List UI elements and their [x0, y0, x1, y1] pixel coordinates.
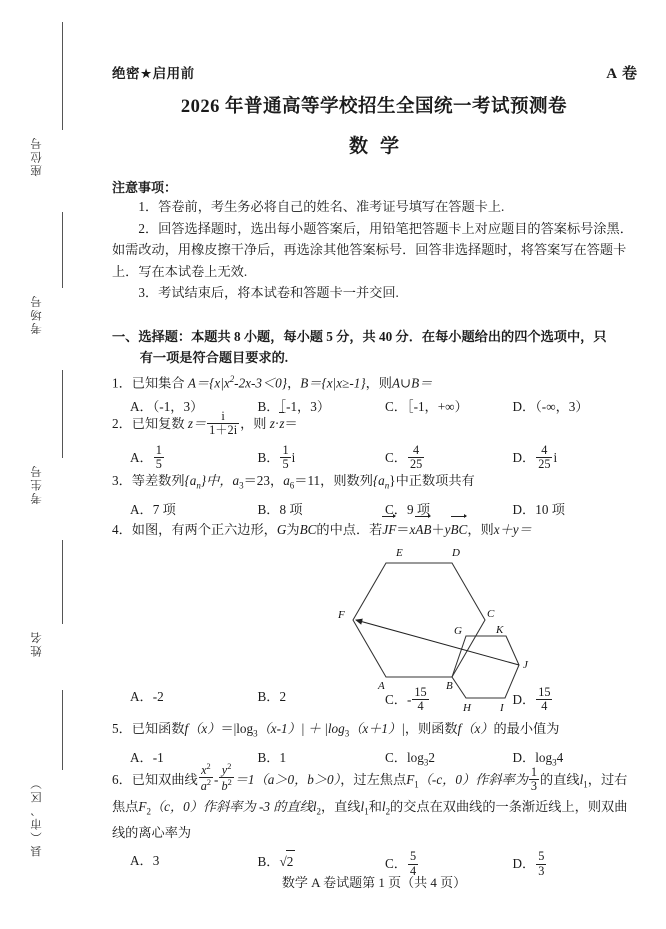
question-6 [112, 762, 640, 878]
vector-BC: BC [451, 518, 468, 541]
option-c[interactable]: C．$\log_32$ [385, 749, 435, 768]
option-d[interactable]: D． $\frac{5}{3}$ [512, 849, 545, 878]
paper-code: A 卷 [606, 66, 638, 82]
option-c[interactable]: C．- $\frac{15}{4}$ [385, 685, 427, 714]
option-d[interactable]: D． $\frac{15}{4}$ [512, 685, 551, 714]
question-2-options [112, 444, 640, 472]
section-heading-line1: 一、选择题：本题共 8 小题，每小题 5 分，共 40 分．在每小题给出的四个选项中，只 [112, 329, 607, 344]
notice-body [112, 196, 638, 304]
margin-rule [62, 690, 63, 770]
question-1-stem: 1．已知集合 $A=\{x|x^2-2x-3<0\}$，B＝{x|x≥-1}，则A∪B＝ [112, 374, 433, 391]
question-2-stem: 2．已知复数 z＝ $\frac{i}{1+2i}$ ，则 z·z＝ [112, 409, 298, 438]
page-title: 2026 年普通高等学校招生全国统一考试预测卷 [180, 97, 568, 117]
question-6-stem: 6．已知双曲线 $\frac{x^2}{a^2}$ - $\frac{y^2}{b^2}$ ＝1（a＞0，b＞0），过左焦点$F_1(-c$，0）作斜率为 $\frac{1}{3}$ 的直线$l_1$，过右焦点$F_2(c$，0）作斜率为 -3 的直线$l_2$，直线$l_1$和$l_2$的交点在双曲线的一条渐近线上，则双曲线的离心率为 [112, 762, 628, 841]
secrecy-notice: 绝密★启用前 [112, 66, 195, 81]
label-J: J [523, 659, 528, 671]
option-b[interactable]: B． $\frac{1}{5}$ i [257, 442, 296, 471]
section-heading [112, 326, 640, 368]
fraction-x2-a2: $\frac{x^2}{a^2}$ [200, 762, 212, 794]
notice-item-2: 2．回答选择题时，选出每小题答案后，用铅笔把答题卡上对应题目的答案标号涂黑．如需改动，用橡皮擦干净后，再选涂其他答案标号．回答非选择题时，将答案写在答题卡上．写在本试卷上无效. [112, 220, 633, 279]
conjugate-z: z [279, 413, 284, 435]
label-G: G [454, 625, 462, 637]
margin-label-student: 考生号 [31, 464, 43, 505]
option-b[interactable]: B．8 项 [257, 501, 303, 517]
option-a[interactable]: A．-2 [130, 689, 164, 704]
option-b[interactable]: B．2 [257, 689, 287, 704]
page-footer: 数学 A 卷试题第 1 页（共 4 页） [281, 875, 467, 890]
exam-page [104, 0, 644, 929]
label-B: B [446, 680, 453, 692]
fraction-slope: $\frac{1}{3}$ [530, 765, 538, 794]
vector-JF: JF [382, 518, 396, 541]
margin-rule [62, 370, 63, 458]
exam-margin-strip [0, 0, 100, 929]
notice-item-1: 1．答卷前，考生务必将自己的姓名、准考证号填写在答题卡上. [138, 199, 505, 214]
option-a[interactable]: A．3 [130, 853, 160, 869]
option-c[interactable]: C． $\frac{4}{25}$ [385, 442, 423, 471]
label-I: I [500, 702, 504, 714]
question-5-stem: 5．已知函数$f(x)=|\log_3(x-1)| + |\log_3(x+1)|$，则函数f（x）的最小值为 [112, 721, 560, 739]
label-D: D [452, 547, 460, 559]
option-d[interactable]: D． $\frac{4}{25}$ i [512, 442, 558, 471]
label-C: C [487, 608, 495, 620]
vector-JF-line [356, 620, 519, 665]
page-header [112, 62, 644, 83]
fraction-y2-b2: $\frac{y^2}{b^2}$ [221, 762, 232, 794]
option-a[interactable]: A．-1 [130, 749, 164, 765]
radical-2: 2 [286, 850, 296, 873]
option-b[interactable]: B．1 [257, 749, 287, 765]
option-d[interactable]: D．$\log_34$ [512, 749, 564, 768]
margin-label-name: 姓名 [31, 630, 43, 657]
option-b[interactable]: B．√2 [258, 850, 386, 878]
label-K: K [496, 624, 504, 636]
notice-heading: 注意事项： [112, 180, 178, 195]
option-c[interactable]: C．9 项 [385, 501, 431, 517]
margin-rule [62, 212, 63, 288]
fraction-z: $\frac{i}{1+2i}$ [209, 409, 238, 438]
option-d[interactable]: D．10 项 [512, 501, 565, 517]
option-b[interactable]: B．［-1，3） [257, 399, 331, 415]
option-c[interactable]: C．［-1，+∞） [385, 399, 468, 415]
question-2 [112, 410, 640, 471]
label-E: E [396, 547, 403, 559]
option-a[interactable]: A．7 项 [130, 501, 176, 517]
label-A: A [378, 680, 385, 692]
margin-label-seat: 座位号 [31, 136, 43, 177]
notice-item-3: 3．考试结束后，将本试卷和答题卡一并交回. [138, 285, 399, 300]
label-H: H [463, 702, 471, 714]
big-hexagon [353, 563, 485, 677]
subject-title: 数学 [348, 136, 411, 157]
question-3-stem: 3．等差数列$\{a_n\}$中，$a_3=23$，$a_6=11$，则数列$\{a_n\}$中正数项共有 [112, 473, 475, 491]
question-3 [112, 470, 640, 521]
option-d[interactable]: D．（-∞，3） [512, 399, 589, 415]
option-c[interactable]: C． $\frac{5}{4}$ [385, 849, 417, 878]
section-heading-line2: 有一项是符合题目要求的. [139, 350, 289, 365]
vector-AB: AB [415, 518, 431, 541]
margin-label-county: 县（市、区） [31, 776, 43, 857]
question-4-stem: 4．如图，有两个正六边形，G为BC的中点．若JF＝xAB＋yBC，则x＋y＝ [112, 518, 640, 541]
label-F: F [338, 609, 345, 621]
question-4-options [112, 684, 640, 714]
margin-rule [62, 540, 63, 624]
option-a[interactable]: A．（-1，3） [130, 399, 204, 415]
margin-rule [62, 22, 63, 130]
option-a[interactable]: A． $\frac{1}{5}$ [130, 442, 162, 471]
margin-label-room: 考场号 [31, 294, 43, 335]
